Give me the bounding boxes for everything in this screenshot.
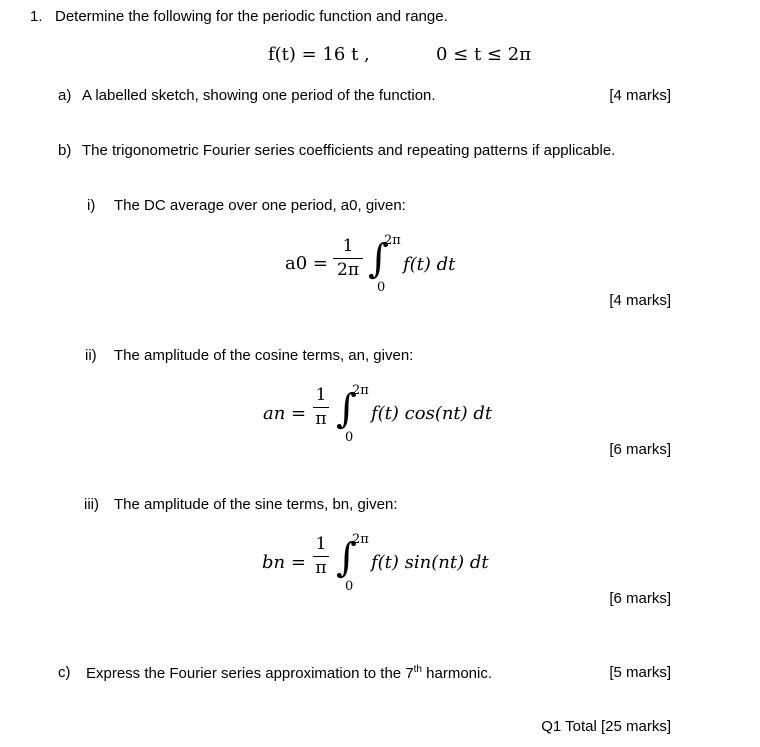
integral-sign-icon: ∫ [336, 386, 357, 432]
part-a-label: a) [58, 87, 72, 104]
part-b-iii-text: The amplitude of the sine terms, bn, given: [114, 496, 398, 513]
question-number: 1. [30, 8, 43, 25]
part-b-ii-label: ii) [85, 347, 97, 364]
bn-denominator: π [315, 558, 327, 578]
part-b-iii-label: iii) [84, 496, 99, 513]
function-range: 0 ≤ t ≤ 2π [436, 44, 532, 65]
a0-fraction [333, 238, 363, 279]
bn-fraction [313, 536, 329, 577]
bn-upper-limit: 2π [352, 532, 369, 547]
part-b-i-label: i) [87, 197, 96, 214]
fraction-bar [333, 258, 363, 259]
part-b-ii-marks: [6 marks] [609, 441, 671, 458]
part-c-marks: [5 marks] [609, 664, 671, 681]
part-c-label: c) [58, 664, 71, 681]
an-upper-limit: 2π [352, 383, 369, 398]
bn-lhs: bn = [262, 552, 306, 573]
part-c-superscript: th [413, 664, 422, 675]
part-c-text-before: Express the Fourier series approximation to the 7 [86, 665, 414, 682]
question-prompt: Determine the following for the periodic function and range. [55, 8, 448, 25]
part-b-text: The trigonometric Fourier series coefficients and repeating patterns if applicable. [82, 142, 616, 159]
function-definition: f(t) = 16 t , [268, 44, 370, 65]
part-a-text: A labelled sketch, showing one period of the function. [82, 87, 436, 104]
fraction-bar [313, 556, 329, 557]
part-b-i-text: The DC average over one period, a0, given: [114, 197, 406, 214]
part-b-i-marks: [4 marks] [609, 292, 671, 309]
a0-integrand: f(t) dt [403, 254, 456, 275]
a0-lower-limit: 0 [377, 280, 386, 295]
part-a-marks: [4 marks] [609, 87, 671, 104]
bn-lower-limit: 0 [345, 579, 354, 594]
part-b-iii-marks: [6 marks] [609, 590, 671, 607]
a0-numerator: 1 [342, 236, 354, 256]
an-integrand: f(t) cos(nt) dt [371, 403, 493, 424]
fraction-bar [313, 407, 329, 408]
an-fraction [313, 387, 329, 428]
a0-denominator: 2π [337, 260, 359, 280]
part-b-ii-text: The amplitude of the cosine terms, an, given: [114, 347, 414, 364]
an-numerator: 1 [315, 385, 327, 405]
integral-sign-icon: ∫ [368, 236, 389, 282]
question-total: Q1 Total [25 marks] [541, 718, 671, 735]
bn-numerator: 1 [315, 534, 327, 554]
part-b-label: b) [58, 142, 72, 159]
a0-lhs: a0 = [285, 253, 328, 274]
an-denominator: π [315, 409, 327, 429]
an-lower-limit: 0 [345, 430, 354, 445]
part-c-text [86, 665, 492, 681]
a0-upper-limit: 2π [384, 233, 401, 248]
bn-integrand: f(t) sin(nt) dt [371, 552, 489, 573]
integral-sign-icon: ∫ [336, 535, 357, 581]
part-c-text-after: harmonic. [422, 665, 493, 682]
an-lhs: an = [263, 403, 307, 424]
